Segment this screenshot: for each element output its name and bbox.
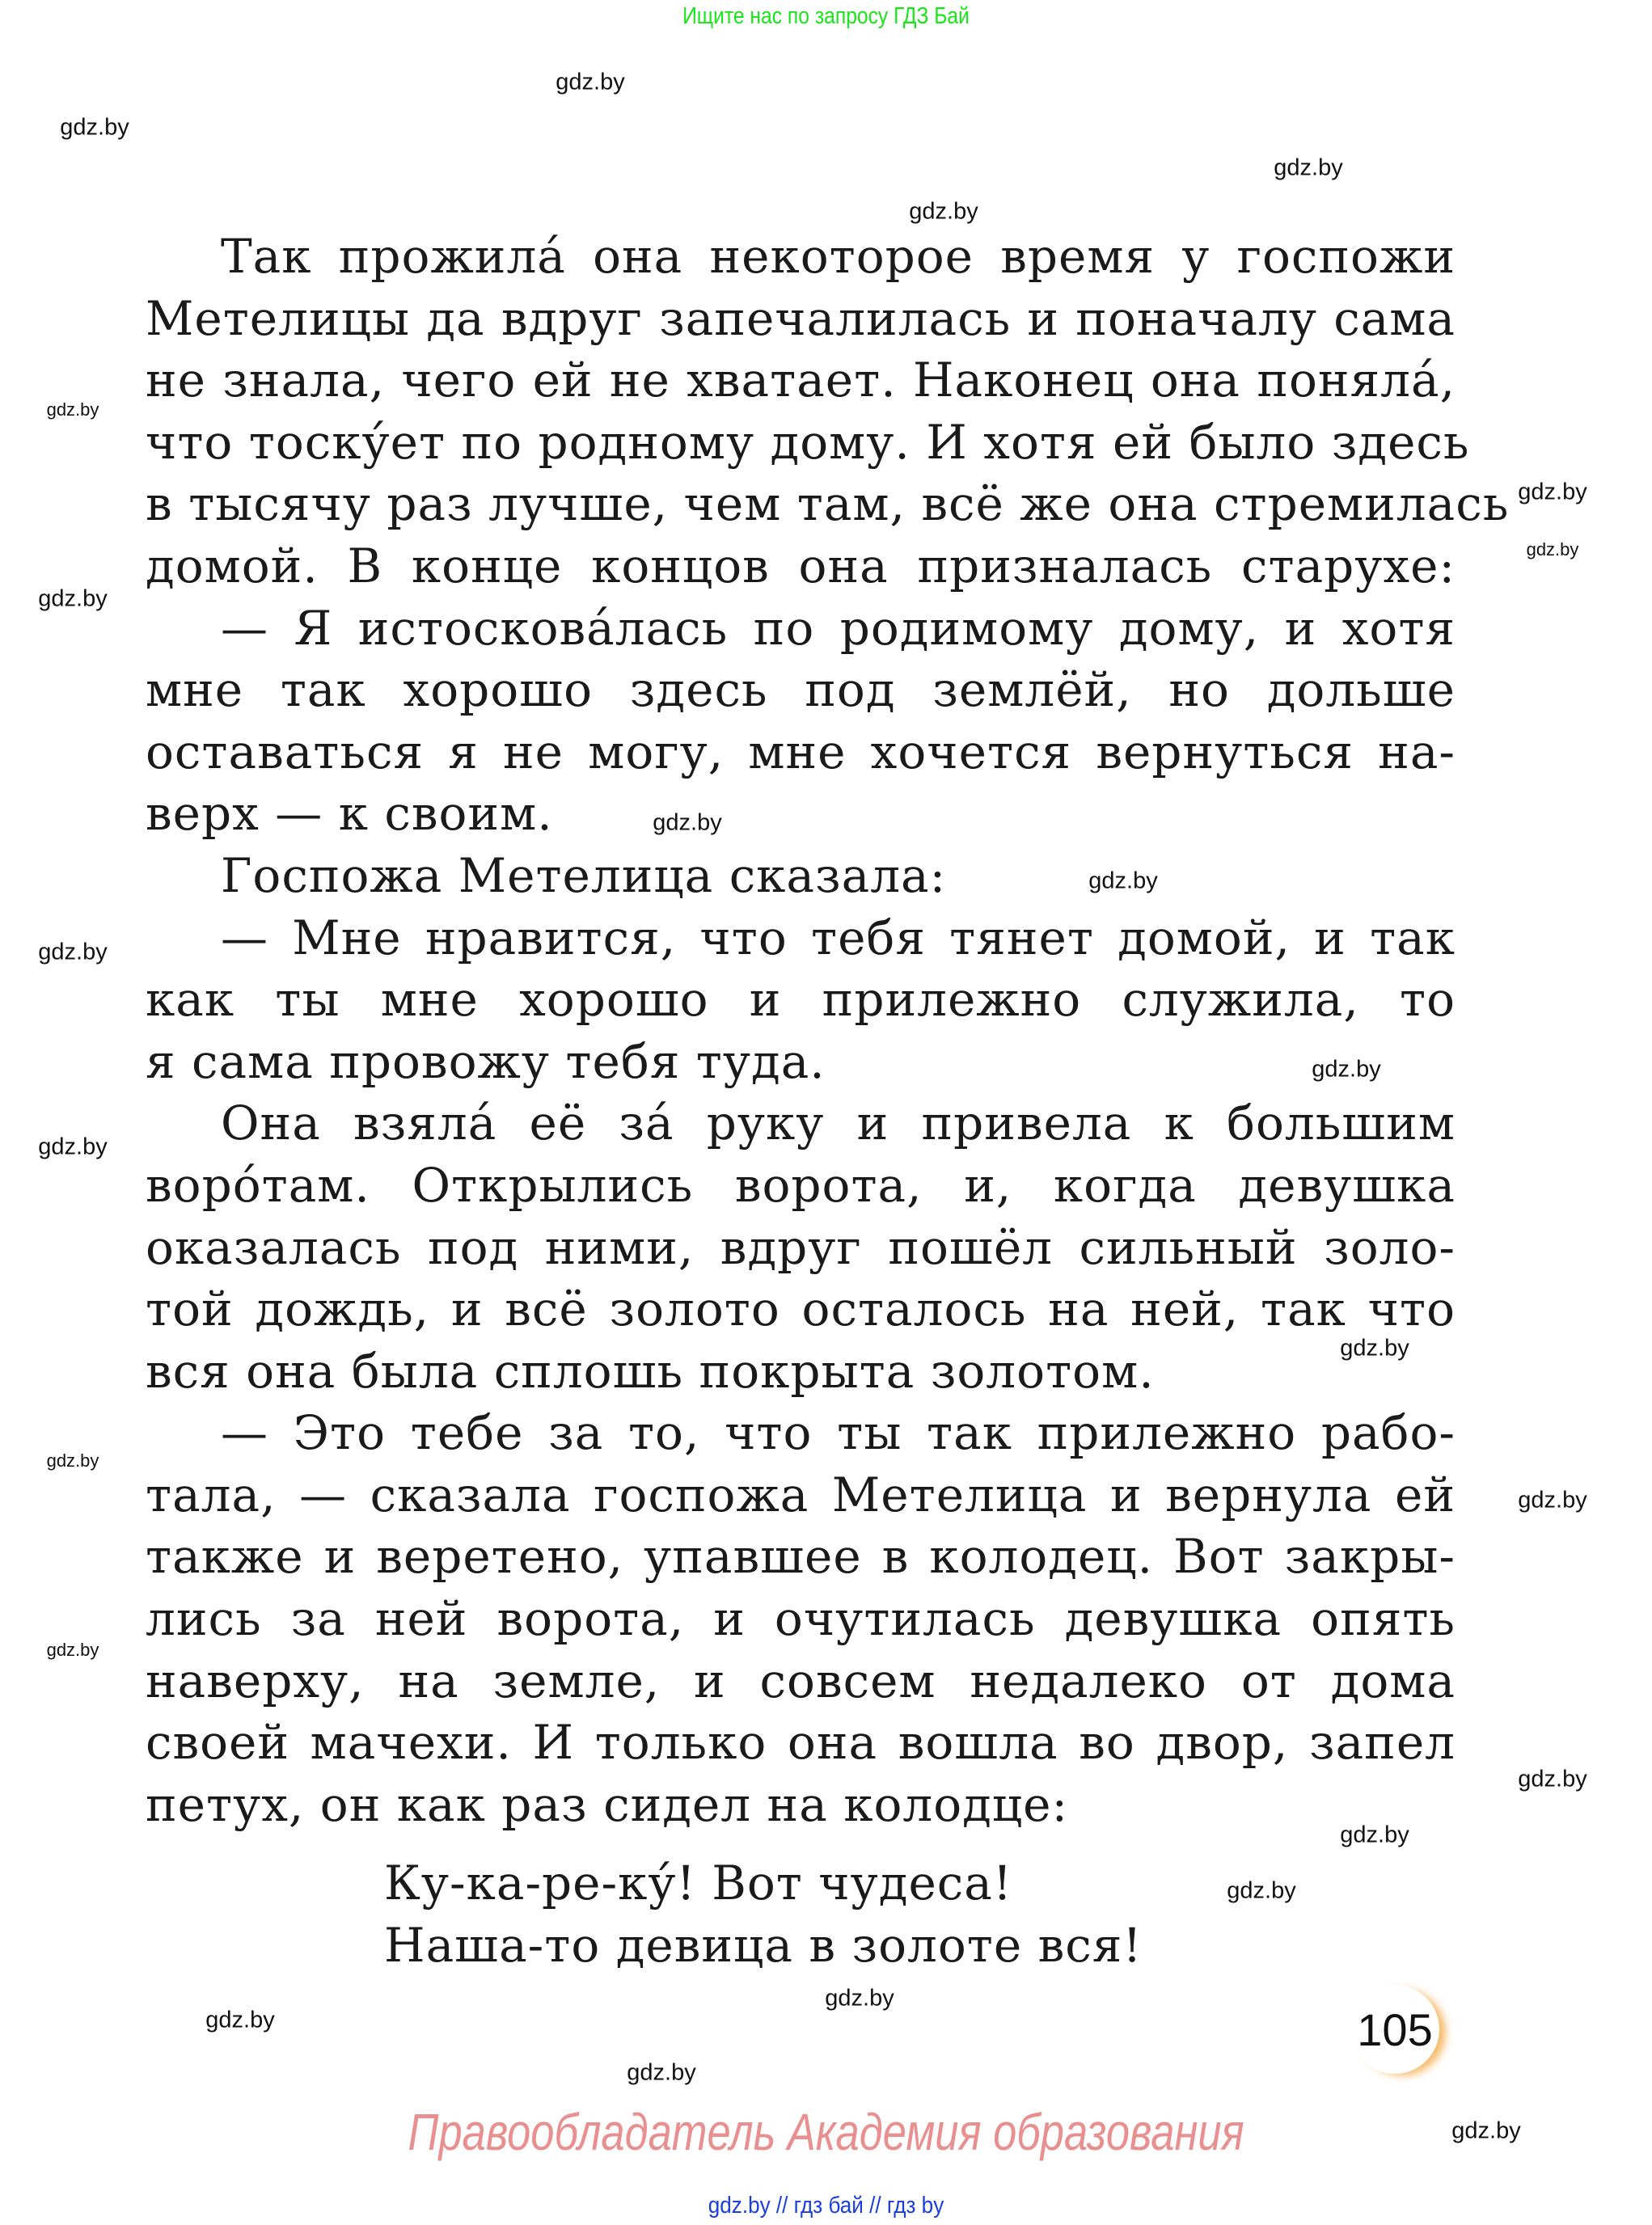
watermark: gdz.by	[1518, 479, 1587, 505]
watermark: gdz.by	[653, 809, 722, 836]
watermark: gdz.by	[1312, 1056, 1381, 1083]
text-line: верх — к своим.	[146, 786, 553, 842]
text-line: я сама провожу тебя туда.	[146, 1033, 826, 1089]
page-number: 105	[1350, 1985, 1439, 2074]
watermark: gdz.by	[1340, 1335, 1409, 1362]
watermark: gdz.by	[909, 198, 978, 225]
watermark: gdz.by	[60, 114, 129, 141]
story-text	[146, 226, 1510, 1835]
text-line: оставаться я не могу, мне хочется вернуться на-	[146, 724, 1456, 779]
text-line: как ты мне хорошо и прилежно служила, то	[146, 972, 1456, 1028]
text-line: наверху, на земле, и совсем недалеко от дома	[146, 1653, 1456, 1708]
text-line: мне так хорошо здесь под землёй, но дольше	[146, 662, 1456, 718]
watermark: gdz.by	[46, 1640, 99, 1660]
bottom-links[interactable]: gdz.by // гдз бай // гдз by	[708, 2193, 944, 2219]
text-line: Метелицы да вдруг запечалилась и поначалу сама	[146, 290, 1456, 346]
text-line: — Я истоскова́лась по родимому дому, и хотя	[221, 600, 1456, 656]
text-line: домой. В конце концов она призналась старухе:	[146, 538, 1456, 593]
text-line: — Это тебе за то, что ты так прилежно рабо-	[221, 1405, 1456, 1461]
watermark: gdz.by	[1227, 1877, 1296, 1904]
text-line: оказалась под ними, вдруг пошёл сильный золо-	[146, 1219, 1456, 1275]
text-line: своей мачехи. И только она вошла во двор, запел	[146, 1715, 1456, 1771]
watermark: gdz.by	[825, 1985, 894, 2012]
watermark: gdz.by	[205, 2007, 275, 2033]
text-line: что тоску́ет по родному дому. И хотя ей было здесь	[146, 414, 1470, 470]
text-line: — Мне нравится, что тебя тянет домой, и так	[221, 910, 1456, 965]
watermark: gdz.by	[38, 1134, 108, 1160]
search-hint-banner: Ищите нас по запросу ГДЗ Бай	[682, 3, 970, 29]
text-line: вся она была сплошь покрыта золотом.	[146, 1343, 1155, 1399]
watermark: gdz.by	[1088, 868, 1158, 894]
watermark: gdz.by	[1518, 1487, 1587, 1514]
text-line: не знала, чего ей не хватает. Наконец она поняла́,	[146, 353, 1456, 408]
rooster-verse	[384, 1852, 1143, 1976]
watermark: gdz.by	[38, 585, 108, 612]
text-line: также и веретено, упавшее в колодец. Вот закры-	[146, 1529, 1456, 1585]
watermark: gdz.by	[46, 399, 99, 420]
text-line: лись за ней ворота, и очутилась девушка опять	[146, 1591, 1456, 1647]
rights-holder-notice: Правообладатель Академия образования	[408, 2103, 1244, 2161]
verse-line: Наша-то девица в золоте вся!	[384, 1917, 1143, 1973]
watermark: gdz.by	[1451, 2117, 1521, 2144]
watermark: gdz.by	[556, 69, 625, 95]
text-line: той дождь, и всё золото осталось на ней, так что	[146, 1281, 1456, 1337]
text-line: в тысячу раз лучше, чем там, всё же она стремилась	[146, 476, 1510, 532]
text-line: Госпожа Метелица сказала:	[221, 847, 947, 903]
watermark: gdz.by	[1526, 539, 1579, 559]
text-line: воро́там. Открылись ворота, и, когда девушка	[146, 1157, 1456, 1213]
text-line: петух, он как раз сидел на колодце:	[146, 1776, 1069, 1832]
watermark: gdz.by	[46, 1450, 99, 1471]
verse-line: Ку-ка-ре-ку́! Вот чудеса!	[384, 1856, 1013, 1910]
watermark: gdz.by	[1340, 1822, 1409, 1848]
watermark: gdz.by	[1274, 154, 1343, 181]
text-line: Так прожила́ она некоторое время у госпожи	[221, 229, 1456, 284]
watermark: gdz.by	[1518, 1766, 1587, 1792]
watermark: gdz.by	[627, 2059, 696, 2086]
text-line: тала, — сказала госпожа Метелица и вернула ей	[146, 1467, 1456, 1522]
text-line: Она взяла́ её за́ руку и привела к большим	[221, 1096, 1456, 1151]
watermark: gdz.by	[38, 939, 108, 965]
